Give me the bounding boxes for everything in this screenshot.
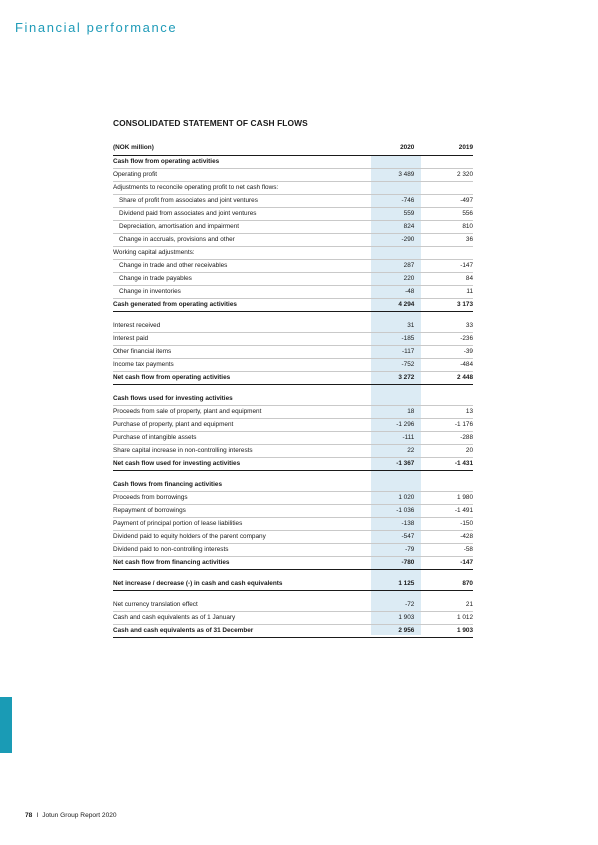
row-label: Net currency translation effect (113, 599, 373, 612)
table-row (113, 625, 473, 638)
value-2019: -236 (422, 333, 473, 346)
table-row (113, 299, 473, 312)
value-2019: -39 (422, 346, 473, 359)
row-label: Dividend paid from associates and joint ventures (113, 208, 373, 221)
table-row (113, 320, 473, 333)
row-label (113, 471, 373, 480)
table-row (113, 432, 473, 445)
value-2020 (373, 385, 422, 394)
row-label: Proceeds from borrowings (113, 492, 373, 505)
row-label: Net cash flow used for investing activities (113, 458, 373, 471)
value-2020: -138 (373, 518, 422, 531)
row-label: Adjustments to reconcile operating profit to net cash flows: (113, 182, 373, 195)
table-row (113, 208, 473, 221)
row-label: Share of profit from associates and joint ventures (113, 195, 373, 208)
value-2020: -290 (373, 234, 422, 247)
table-row (113, 419, 473, 432)
value-2019: 2 320 (422, 169, 473, 182)
table-row (113, 156, 473, 169)
table-row (113, 612, 473, 625)
value-2020 (373, 591, 422, 600)
row-label (113, 591, 373, 600)
row-label: Purchase of intangible assets (113, 432, 373, 445)
table-row (113, 599, 473, 612)
cash-flow-table-wrapper (113, 142, 473, 638)
value-2019 (422, 479, 473, 492)
value-2020: -547 (373, 531, 422, 544)
value-2020 (373, 471, 422, 480)
value-2020: 22 (373, 445, 422, 458)
value-2019: -147 (422, 557, 473, 570)
value-2020: -1 296 (373, 419, 422, 432)
value-2020 (373, 156, 422, 169)
section-header: Financial performance (15, 20, 178, 35)
column-header-2019: 2019 (422, 142, 473, 156)
page-footer (25, 812, 117, 819)
value-2019: -497 (422, 195, 473, 208)
row-label: Repayment of borrowings (113, 505, 373, 518)
row-label: Income tax payments (113, 359, 373, 372)
row-label: Net increase / decrease (-) in cash and cash equivalents (113, 578, 373, 591)
row-label: Interest received (113, 320, 373, 333)
page-number: 78 (25, 812, 33, 819)
value-2019 (422, 471, 473, 480)
value-2019: 33 (422, 320, 473, 333)
value-2020: 1 020 (373, 492, 422, 505)
row-label: Cash flow from operating activities (113, 156, 373, 169)
row-label: Change in trade payables (113, 273, 373, 286)
row-label (113, 312, 373, 321)
row-label: Proceeds from sale of property, plant and equipment (113, 406, 373, 419)
table-spacer-row (113, 570, 473, 579)
row-label: Operating profit (113, 169, 373, 182)
value-2019: -1 491 (422, 505, 473, 518)
table-row (113, 406, 473, 419)
value-2020: -752 (373, 359, 422, 372)
cash-flow-table (113, 142, 473, 638)
table-spacer-row (113, 385, 473, 394)
value-2019 (422, 393, 473, 406)
value-2020: 287 (373, 260, 422, 273)
value-2019: -428 (422, 531, 473, 544)
table-row (113, 169, 473, 182)
table-row (113, 234, 473, 247)
table-row (113, 518, 473, 531)
value-2020: 1 903 (373, 612, 422, 625)
value-2019: 20 (422, 445, 473, 458)
table-row (113, 544, 473, 557)
footer-separator: I (36, 812, 39, 819)
row-label: Dividend paid to non-controlling interests (113, 544, 373, 557)
table-row (113, 458, 473, 471)
value-2020: 2 956 (373, 625, 422, 638)
report-name: Jotun Group Report 2020 (42, 812, 117, 819)
table-row (113, 492, 473, 505)
column-header-2020: 2020 (373, 142, 422, 156)
row-label: Cash flows used for investing activities (113, 393, 373, 406)
value-2020: -111 (373, 432, 422, 445)
value-2020 (373, 312, 422, 321)
table-row (113, 221, 473, 234)
value-2019: 1 903 (422, 625, 473, 638)
statement-title: CONSOLIDATED STATEMENT OF CASH FLOWS (113, 118, 308, 128)
row-label: Depreciation, amortisation and impairment (113, 221, 373, 234)
value-2020: -79 (373, 544, 422, 557)
value-2020 (373, 479, 422, 492)
value-2019: 13 (422, 406, 473, 419)
row-label: Working capital adjustments: (113, 247, 373, 260)
value-2019: 84 (422, 273, 473, 286)
value-2020: 18 (373, 406, 422, 419)
table-spacer-row (113, 312, 473, 321)
value-2019: 1 980 (422, 492, 473, 505)
row-label: Net cash flow from financing activities (113, 557, 373, 570)
row-label: Cash and cash equivalents as of 31 December (113, 625, 373, 638)
value-2019: 556 (422, 208, 473, 221)
value-2019: -1 176 (422, 419, 473, 432)
value-2020 (373, 247, 422, 260)
row-label: Net cash flow from operating activities (113, 372, 373, 385)
value-2020 (373, 393, 422, 406)
value-2020: 1 125 (373, 578, 422, 591)
table-row (113, 557, 473, 570)
table-row (113, 578, 473, 591)
table-row (113, 505, 473, 518)
value-2020 (373, 570, 422, 579)
value-2019: 36 (422, 234, 473, 247)
value-2019: 810 (422, 221, 473, 234)
value-2019 (422, 156, 473, 169)
value-2020: 31 (373, 320, 422, 333)
value-2020: -185 (373, 333, 422, 346)
row-label: Change in trade and other receivables (113, 260, 373, 273)
table-row (113, 273, 473, 286)
value-2020: 220 (373, 273, 422, 286)
unit-label: (NOK million) (113, 142, 373, 156)
value-2020: -72 (373, 599, 422, 612)
value-2020: -48 (373, 286, 422, 299)
row-label (113, 570, 373, 579)
row-label: Change in inventories (113, 286, 373, 299)
row-label: Cash and cash equivalents as of 1 January (113, 612, 373, 625)
value-2020: 824 (373, 221, 422, 234)
value-2019: -58 (422, 544, 473, 557)
value-2020: 559 (373, 208, 422, 221)
value-2020: -780 (373, 557, 422, 570)
value-2019 (422, 182, 473, 195)
table-row (113, 445, 473, 458)
value-2019 (422, 247, 473, 260)
value-2019 (422, 312, 473, 321)
value-2020: -1 367 (373, 458, 422, 471)
row-label: Cash generated from operating activities (113, 299, 373, 312)
table-row (113, 286, 473, 299)
value-2020: -117 (373, 346, 422, 359)
value-2020: 4 294 (373, 299, 422, 312)
table-spacer-row (113, 591, 473, 600)
value-2020: 3 489 (373, 169, 422, 182)
value-2019: 1 012 (422, 612, 473, 625)
value-2020: -1 036 (373, 505, 422, 518)
value-2020 (373, 182, 422, 195)
row-label: Purchase of property, plant and equipment (113, 419, 373, 432)
value-2019 (422, 385, 473, 394)
row-label: Cash flows from financing activities (113, 479, 373, 492)
value-2019 (422, 591, 473, 600)
value-2019: -484 (422, 359, 473, 372)
table-row (113, 260, 473, 273)
table-row (113, 393, 473, 406)
value-2019: 2 448 (422, 372, 473, 385)
row-label: Share capital increase in non-controlling interests (113, 445, 373, 458)
value-2019: -1 431 (422, 458, 473, 471)
value-2019 (422, 570, 473, 579)
table-row (113, 346, 473, 359)
value-2019: -288 (422, 432, 473, 445)
table-row (113, 359, 473, 372)
value-2020: -746 (373, 195, 422, 208)
table-row (113, 247, 473, 260)
value-2019: -150 (422, 518, 473, 531)
value-2019: 3 173 (422, 299, 473, 312)
table-row (113, 479, 473, 492)
row-label: Change in accruals, provisions and other (113, 234, 373, 247)
side-color-tab (0, 697, 12, 753)
table-row (113, 333, 473, 346)
row-label: Payment of principal portion of lease liabilities (113, 518, 373, 531)
table-header-row (113, 142, 473, 156)
value-2019: 11 (422, 286, 473, 299)
table-row (113, 531, 473, 544)
row-label: Other financial items (113, 346, 373, 359)
row-label (113, 385, 373, 394)
table-row (113, 182, 473, 195)
table-row (113, 195, 473, 208)
value-2019: -147 (422, 260, 473, 273)
value-2020: 3 272 (373, 372, 422, 385)
value-2019: 21 (422, 599, 473, 612)
table-row (113, 372, 473, 385)
table-spacer-row (113, 471, 473, 480)
row-label: Dividend paid to equity holders of the parent company (113, 531, 373, 544)
row-label: Interest paid (113, 333, 373, 346)
value-2019: 870 (422, 578, 473, 591)
